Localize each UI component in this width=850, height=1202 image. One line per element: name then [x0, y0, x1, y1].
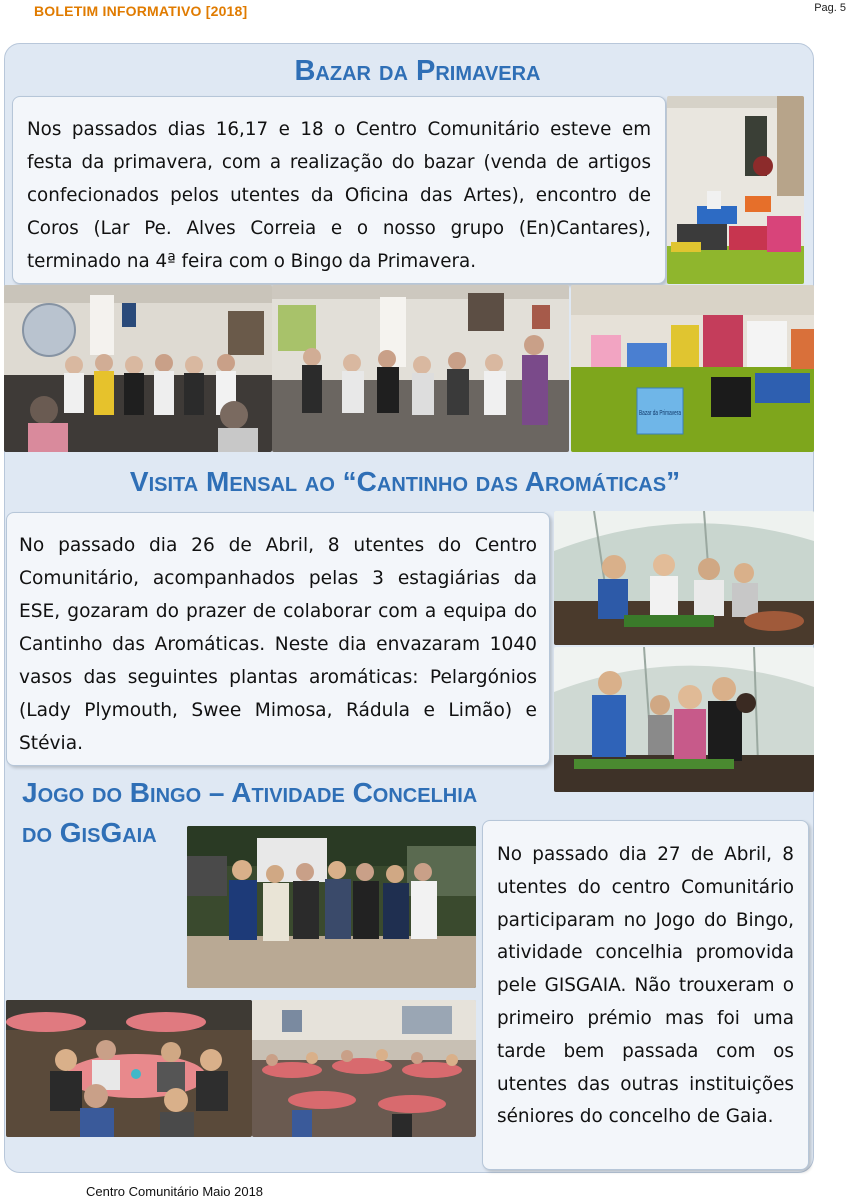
photo-bazar-table [571, 285, 814, 452]
newsletter-header-title: BOLETIM INFORMATIVO [2018] [34, 3, 248, 19]
bazar-table-sign-text: Bazar da Primavera [639, 410, 682, 417]
photo-bingo-group-outdoor [187, 826, 476, 988]
photo-choir-group-1 [4, 285, 272, 452]
section-title-bingo-line1: Jogo do Bingo – Atividade Concelhia [22, 777, 478, 808]
photo-greenhouse-potting-1 [554, 511, 814, 645]
bazar-text-box [12, 96, 666, 284]
photo-choir-group-2 [272, 285, 569, 452]
bingo-text-box [482, 820, 809, 1170]
footer-text: Centro Comunitário Maio 2018 [86, 1184, 264, 1199]
section-title-bingo-line2: do GisGaia [22, 817, 157, 848]
visita-text-box [6, 512, 550, 766]
section-title-visita: Visita Mensal ao “Cantinho das Aromáticas” [129, 466, 681, 497]
bingo-text: No passado dia 27 de Abril, 8 utentes do centro Comunitário participaram no Jogo do Bingo, atividade concelhia promovida pele GISGAIA. Não trouxeram o primeiro prémio mas foi uma tarde bem passada com os utentes das outras instituições séniores do concelho de Gaia. [497, 844, 794, 1128]
photo-bazar-handicrafts [667, 96, 804, 284]
photo-greenhouse-potting-2 [554, 647, 814, 792]
section-title-bazar: Bazar da Primavera [294, 55, 541, 87]
bazar-text: Nos passados dias 16,17 e 18 o Centro Comunitário esteve em festa da primavera, com a realização do bazar (venda de artigos confecionados pelos utentes da Oficina das Artes), encontro de Coros (Lar Pe. Alves Correia e o nosso grupo (En)Cantares), terminado na 4ª feira com o Bingo da Primavera. [27, 119, 651, 272]
photo-bingo-hall [252, 1000, 476, 1137]
visita-text: No passado dia 26 de Abril, 8 utentes do Centro Comunitário, acompanhados pelas 3 estagiárias da ESE, gozaram do prazer de colaborar com a equipa do Cantinho das Aromáticas. Neste dia envazaram 1040 vasos das seguintes plantas aromáticas: Pelargónios (Lady Plymouth, Swee Mimosa, Rádula e Limão) e Stévia. [19, 535, 537, 754]
page-number: Pag. 5 [814, 2, 846, 14]
photo-bingo-table-1 [6, 1000, 252, 1137]
